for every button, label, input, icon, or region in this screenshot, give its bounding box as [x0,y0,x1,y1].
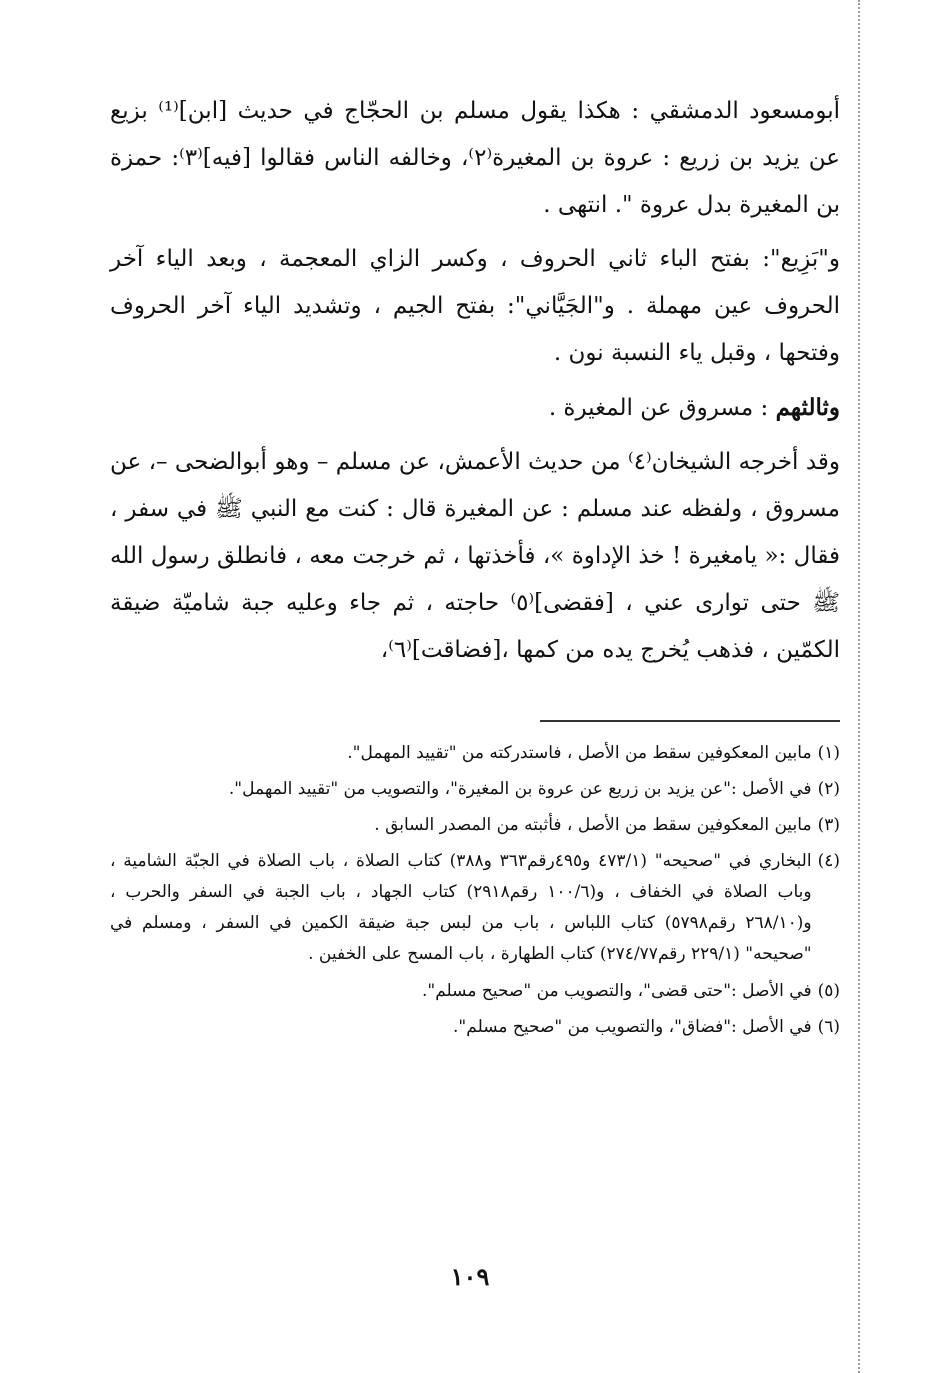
footnote-number: (٥) [817,981,840,1001]
footnote-number: (٦) [817,1017,840,1037]
footnote-separator-wrap [110,674,840,722]
main-text [110,88,840,674]
paragraph-4: وقد أخرجه الشيخان⁽٤⁾ من حديث الأعمش، عن مسلم – وهو أبوالضحى –، عن مسروق ، ولفظه عند مسلم : عن المغيرة قال : كنت مع النبي ﷺ في سفر ، فقال :« يامغيرة ! خذ الإداوة »، فأخذتها ، ثم خرجت معه ، فانطلق رسول الله ﷺ حتى توارى عني ، [فقضى]⁽٥⁾ حاجته ، ثم جاء وعليه جبة شاميّة ضيقة الكمّين ، فذهب يُخرج يده من كمها ،[فضاقت]⁽٦⁾، [110,449,840,663]
footnote-1 [110,738,840,768]
footnote-text: مابين المعكوفين سقط من الأصل ، فاستدركته من "تقييد المهمل". [347,743,812,763]
footnote-text: في الأصل :"فضاق"، والتصويب من "صحيح مسلم". [453,1017,812,1037]
paragraph-1: أبومسعود الدمشقي : هكذا يقول مسلم بن الحجّاج في حديث [ابن]⁽¹⁾ بزيع عن يزيد بن زريع : عروة بن المغيرة⁽٢⁾، وخالفه الناس فقالوا [فيه]⁽٣⁾: حمزة بن المغيرة بدل عروة ". انتهى . [110,98,841,218]
footnote-number: (٣) [817,815,840,835]
footnote-6 [110,1012,840,1042]
scan-edge-dotted-line [858,0,860,1373]
footnotes [110,738,840,1042]
footnote-number: (٤) [817,851,840,871]
paragraph-3 [110,384,840,432]
footnote-text: في الأصل :"عن يزيد بن زريع عن عروة بن المغيرة"، والتصويب من "تقييد المهمل". [228,779,812,799]
footnote-separator [540,720,840,722]
footnote-text: في الأصل :"حتى قضى"، والتصويب من "صحيح مسلم". [422,981,812,1001]
paragraph-3-lead: وثالثهم [775,394,840,421]
footnote-2 [110,774,840,804]
page-number: ١٠٩ [450,1262,490,1291]
footnote-text: البخاري في "صحيحه" (٤٧٣/١ و٤٩٥رقم٣٦٣ و٣٨٨) كتاب الصلاة ، باب الصلاة في الجبّة الشامية ، وباب الصلاة في الخفاف ، و(١٠٠/٦ رقم٢٩١٨) كتاب الجهاد ، باب الجبة في السفر والحرب ، و(٢٦٨/١٠ رقم٥٧٩٨) كتاب اللباس ، باب من لبس جبة ضيقة الكمين في السفر ، ومسلم في "صحيحه" (٢٢٩/١ رقم٢٧٤/٧٧) كتاب الطهارة ، باب المسح على الخفين . [110,851,812,964]
footnote-text: مابين المعكوفين سقط من الأصل ، فأثبته من المصدر السابق . [374,815,812,835]
footnote-number: (٢) [817,779,840,799]
footnote-3 [110,810,840,840]
page-content [110,88,840,1048]
paragraph-3-text: : مسروق عن المغيرة . [548,395,769,421]
footnote-4 [110,846,840,970]
footnote-number: (١) [817,743,840,763]
paragraph-2: و"بَزِيع": بفتح الباء ثاني الحروف ، وكسر الزاي المعجمة ، وبعد الياء آخر الحروف عين مهملة . و"الجَيَّاني": بفتح الجيم ، وتشديد الياء آخر الحروف وفتحها ، وقبل ياء النسبة نون . [110,246,840,366]
footnote-5 [110,976,840,1006]
